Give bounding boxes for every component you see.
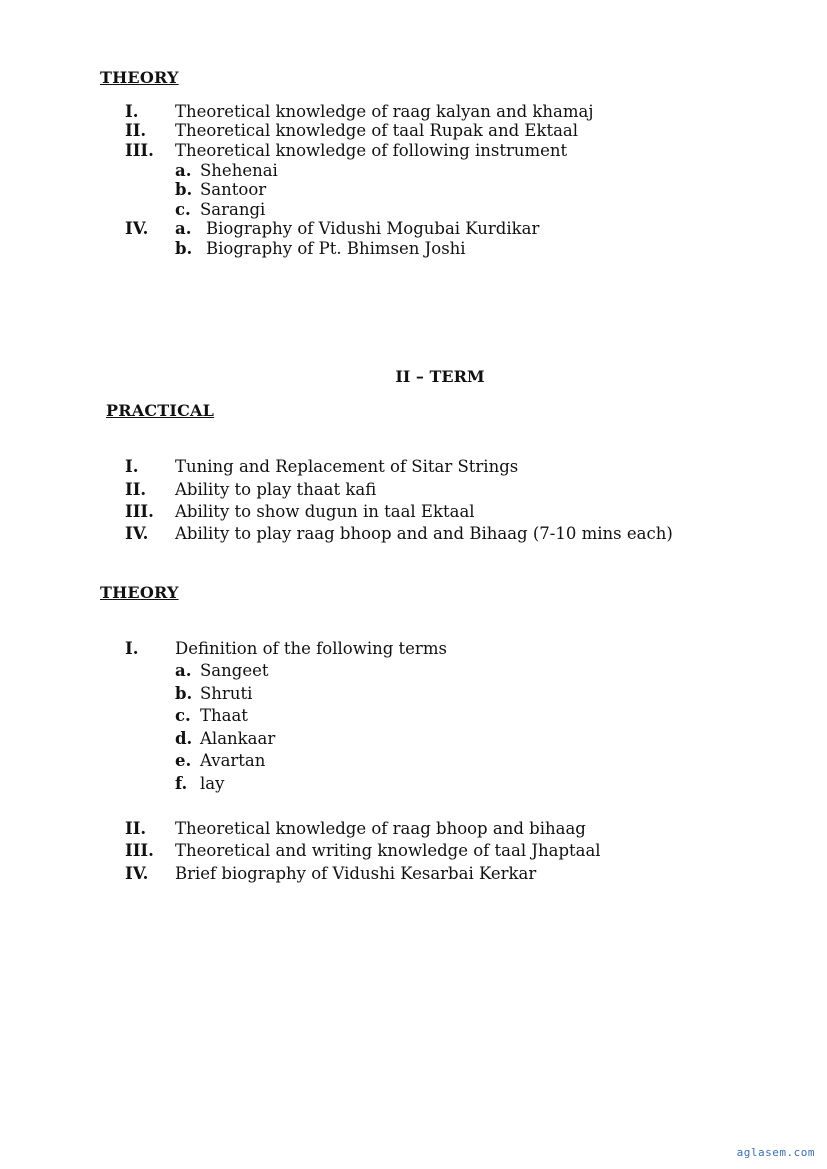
term-heading: II – TERM [395,367,485,386]
sub-item-letter: a. [175,219,192,238]
section-heading-practical: PRACTICAL [106,401,215,420]
sub-item-letter: b. [175,684,193,703]
item-text: Theoretical knowledge of raag bhoop and bihaag [175,819,586,838]
sub-item-text: Shehenai [200,161,278,180]
sub-item-letter: c. [175,706,191,725]
sub-item-letter: b. [175,239,193,258]
sub-item-text: lay [200,774,225,793]
sub-item-letter: c. [175,200,191,219]
item-number: II. [125,121,147,140]
item-number: I. [125,102,139,121]
sub-item-text: Biography of Pt. Bhimsen Joshi [206,239,466,258]
item-number: IV. [125,864,149,883]
item-number: II. [125,819,147,838]
sub-item-letter: d. [175,729,193,748]
sub-item-text: Alankaar [200,729,276,748]
item-text: Theoretical and writing knowledge of taal Jhaptaal [175,841,601,860]
sub-item-letter: e. [175,751,192,770]
item-number: IV. [125,219,149,238]
sub-item-text: Santoor [200,180,267,199]
sub-item-letter: f. [175,774,188,793]
item-number: III. [125,841,154,860]
sub-item-letter: a. [175,161,192,180]
item-text: Theoretical knowledge of following instrument [175,141,568,160]
sub-item-letter: a. [175,661,192,680]
item-number: IV. [125,524,149,543]
item-number: II. [125,480,147,499]
item-text: Brief biography of Vidushi Kesarbai Kerkar [175,864,537,883]
sub-item-text: Thaat [200,706,248,725]
sub-item-text: Shruti [200,684,253,703]
watermark-link[interactable]: aglasem.com [736,1146,815,1159]
item-number: I. [125,639,139,658]
item-text: Theoretical knowledge of raag kalyan and khamaj [175,102,594,121]
item-number: III. [125,141,154,160]
sub-item-text: Sarangi [200,200,266,219]
sub-item-text: Sangeet [200,661,269,680]
item-text: Tuning and Replacement of Sitar Strings [175,457,519,476]
item-text: Definition of the following terms [175,639,447,658]
item-number: III. [125,502,154,521]
item-text: Ability to play thaat kafi [175,480,377,499]
section-heading-theory-1: THEORY [100,68,179,87]
section-heading-theory-2: THEORY [100,583,179,602]
item-number: I. [125,457,139,476]
item-text: Theoretical knowledge of taal Rupak and Ektaal [175,121,579,140]
sub-item-letter: b. [175,180,193,199]
sub-item-text: Avartan [200,751,266,770]
sub-item-text: Biography of Vidushi Mogubai Kurdikar [206,219,540,238]
item-text: Ability to play raag bhoop and and Bihaag (7-10 mins each) [175,524,673,543]
item-text: Ability to show dugun in taal Ektaal [175,502,475,521]
